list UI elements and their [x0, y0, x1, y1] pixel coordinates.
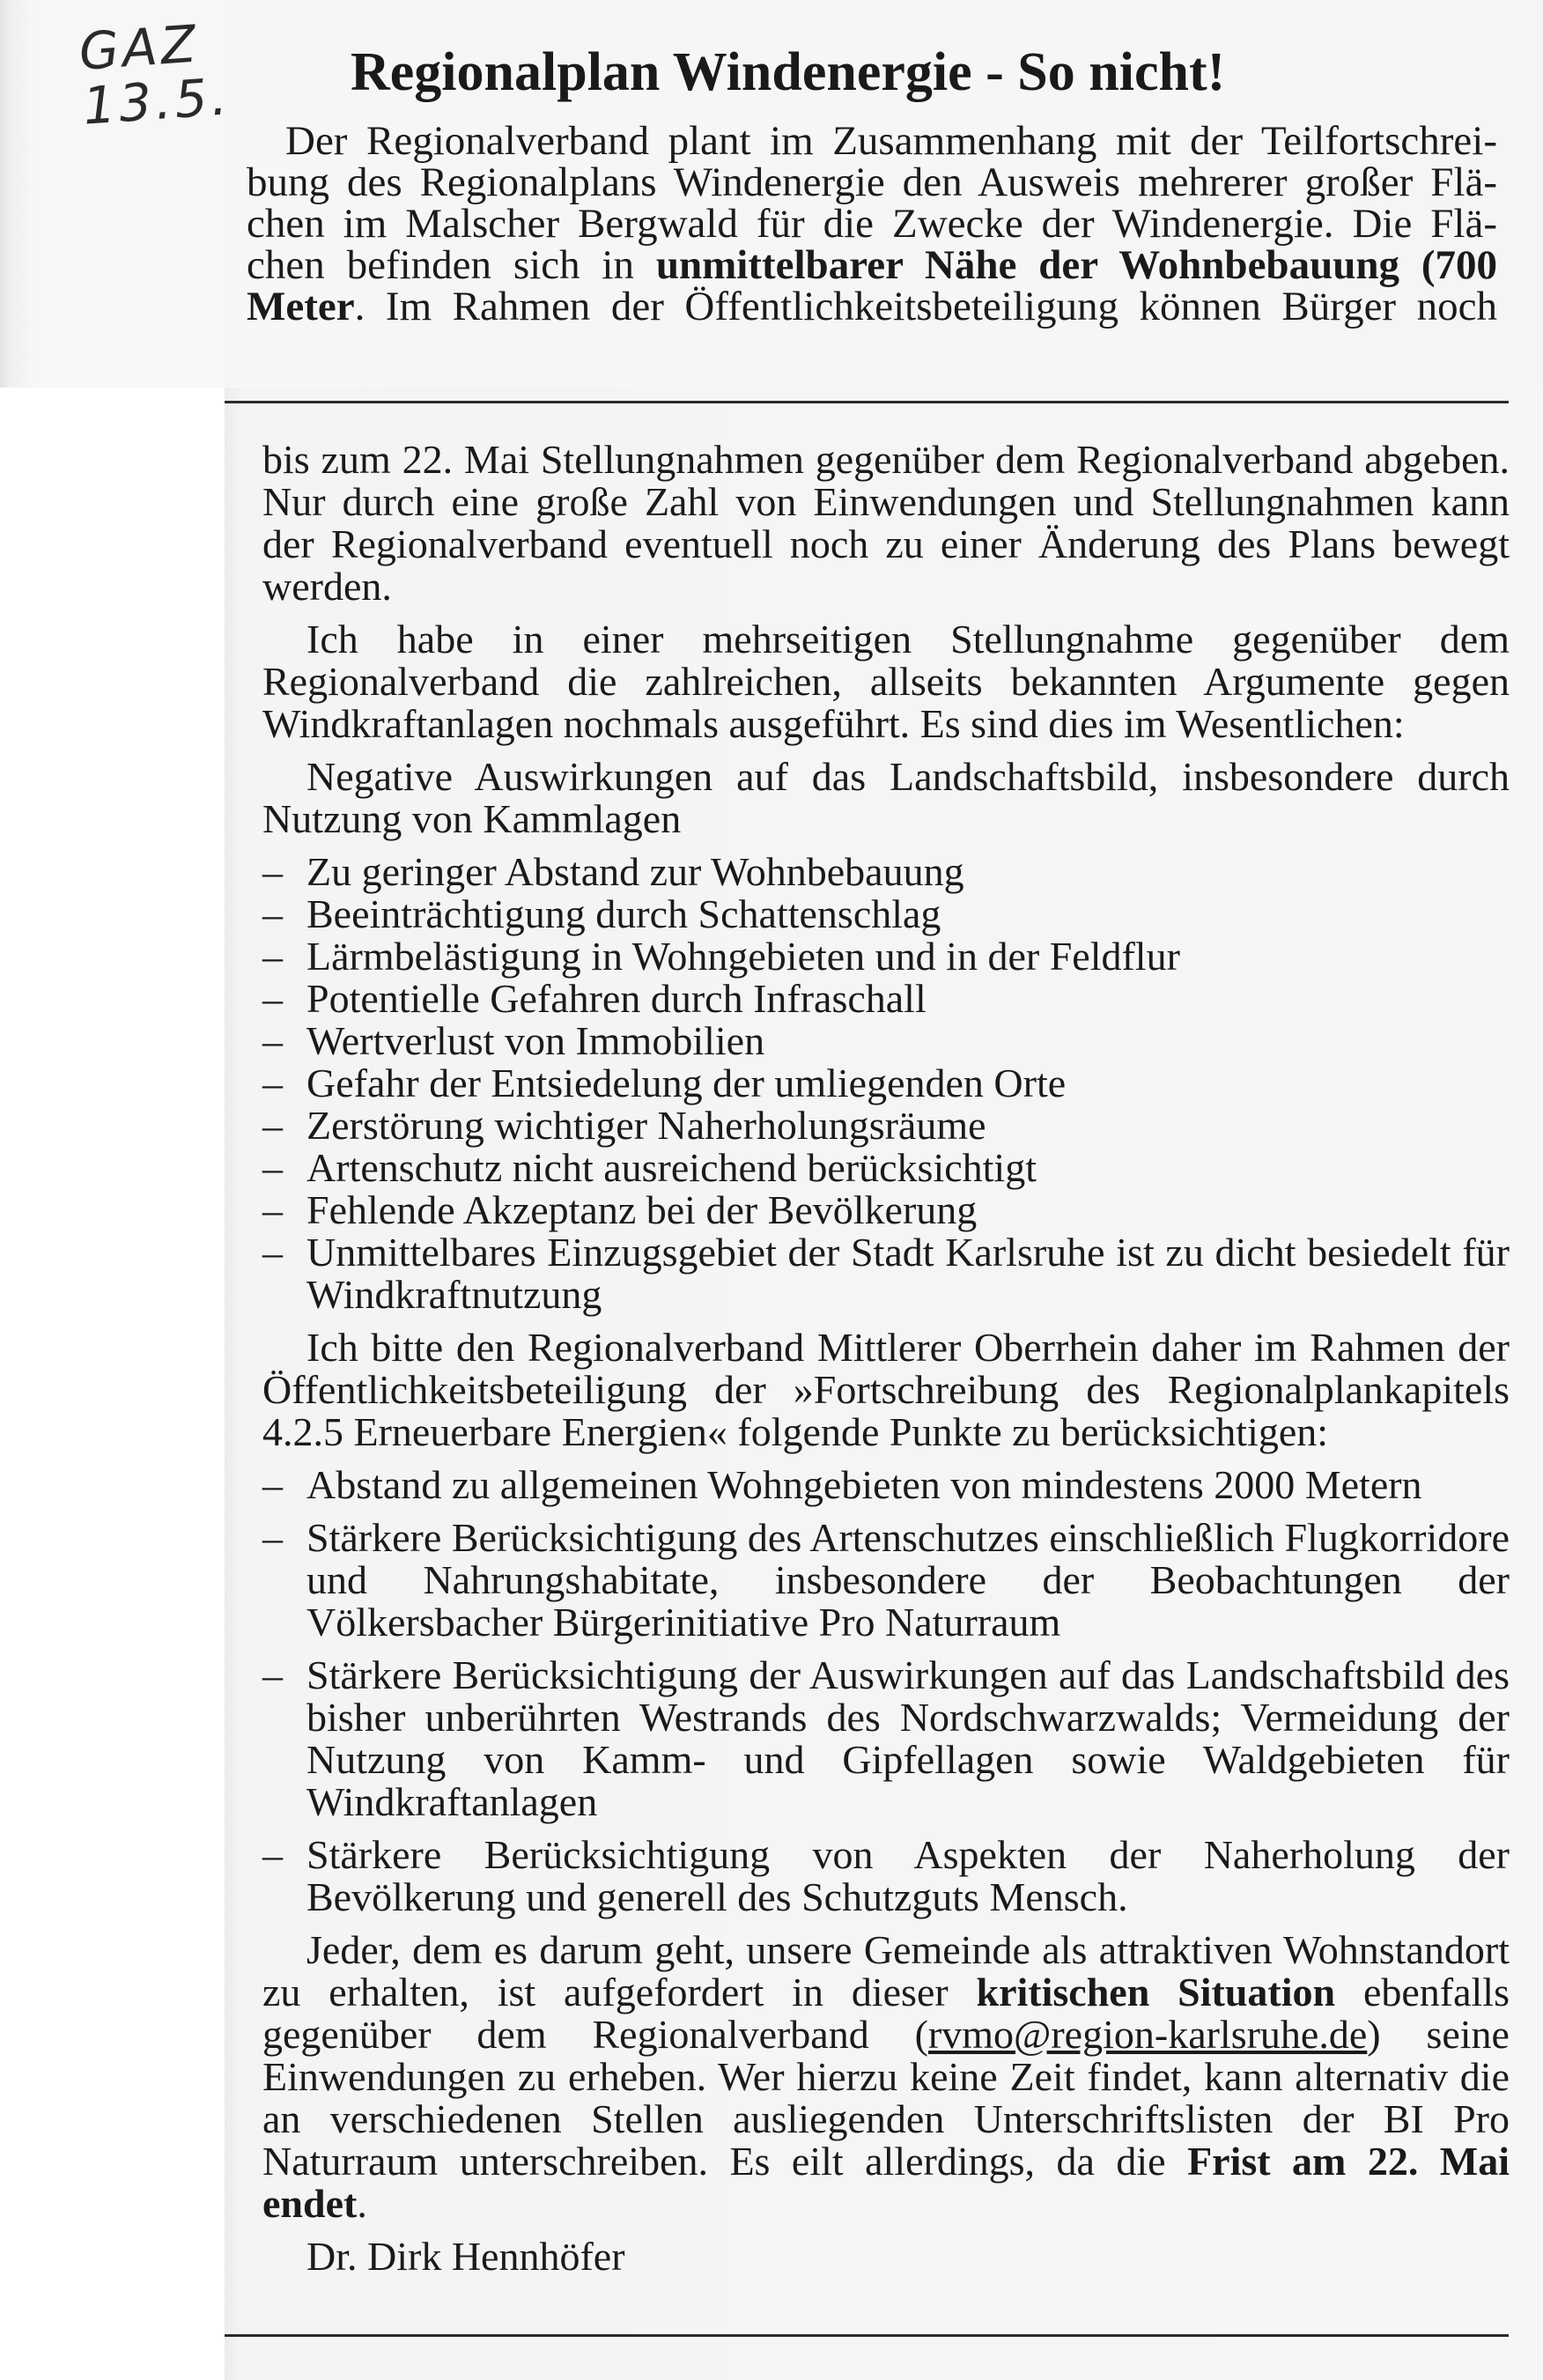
- requests-list: [262, 1464, 1510, 1918]
- intro-line: chen im Malscher Bergwald für die Zwecke der Windenergie. Die Flä-: [247, 201, 1497, 247]
- intro-line: bung des Regionalplans Windenergie den Ausweis mehrerer großer Flä-: [247, 159, 1497, 205]
- handwritten-source: GAZ: [77, 13, 202, 82]
- list-item: – Wertverlust von Immobilien: [262, 1020, 1510, 1062]
- text-run: ) seine Einwendungen zu erheben. Wer hierzu keine Zeit findet, kann alternativ die an verschiedenen Stellen ausliegenden Unterschriftslisten der BI Pro Naturraum unterschreiben. Es eilt allerdings, da die: [262, 2012, 1510, 2184]
- list-item: – Potentielle Gefahren durch Infraschall: [262, 978, 1510, 1020]
- paragraph-call-to-action: [262, 1929, 1510, 2225]
- intro-emphasis: Meter: [247, 284, 355, 329]
- list-item: – Gefahr der Entsiedelung der umliegenden Orte: [262, 1062, 1510, 1105]
- list-item: – Zu geringer Abstand zur Wohnbebauung: [262, 851, 1510, 893]
- list-item: – Fehlende Akzeptanz bei der Bevölkerung: [262, 1189, 1510, 1231]
- list-item: – Stärkere Berücksichtigung des Artenschutzes einschließlich Flugkorridore und Nahrungshabitate, insbesondere der Beobachtungen der Völkersbacher Bürgerinitiative Pro Naturraum: [262, 1517, 1510, 1644]
- handwritten-date: 13.5.: [80, 66, 233, 137]
- list-item: – Zerstörung wichtiger Naherholungsräume: [262, 1105, 1510, 1147]
- emphasis-deadline: Frist am 22. Mai endet: [262, 2139, 1510, 2226]
- text-run: Jeder, dem es darum geht, unsere Gemeinde als attraktiven Wohnstandort zu erhalten, ist aufgefordert in dieser: [262, 1927, 1510, 2014]
- list-item: – Unmittelbares Einzugsgebiet der Stadt Karlsruhe ist zu dicht besiedelt für Windkraftnutzung: [262, 1231, 1510, 1316]
- handwritten-note: [77, 13, 233, 137]
- emphasis-critical-situation: kritischen Situation: [976, 1970, 1336, 2014]
- list-item: – Beeinträchtigung durch Schattenschlag: [262, 893, 1510, 935]
- intro-text: . Im Rahmen der Öffentlichkeitsbeteiligung können Bürger noch: [354, 284, 1497, 329]
- text-run: .: [357, 2181, 367, 2226]
- list-item: – Lärmbelästigung in Wohngebieten und in der Feldflur: [262, 935, 1510, 978]
- article-intro: [247, 118, 1497, 329]
- column-divider-bottom: [225, 2334, 1509, 2337]
- email-link[interactable]: rvmo@region-karlsruhe.de: [927, 2012, 1368, 2057]
- intro-line: [247, 242, 1497, 288]
- column-divider-top: [225, 401, 1509, 403]
- arguments-list: [262, 851, 1510, 1316]
- paragraph-request: Ich bitte den Regionalverband Mittlerer Oberrhein daher im Rahmen der Öffentlichkeitsbeteiligung der »Fortschreibung des Regionalplankapitels 4.2.5 Erneuerbare Energien« folgende Punkte zu berücksichtigen:: [262, 1325, 1510, 1454]
- list-item: – Artenschutz nicht ausreichend berücksichtigt: [262, 1147, 1510, 1189]
- author-signature: Dr. Dirk Hennhöfer: [306, 2234, 625, 2279]
- intro-text: chen befinden sich in: [247, 242, 656, 288]
- paragraph-statement: Ich habe in einer mehrseitigen Stellungnahme gegenüber dem Regionalverband die zahlreichen, allseits bekannten Argumente gegen Windkraftanlagen nochmals ausgeführt. Es sind dies im Wesentlichen:: [262, 617, 1510, 746]
- list-item: – Stärkere Berücksichtigung der Auswirkungen auf das Landschaftsbild des bisher unberührten Westrands des Nordschwarzwalds; Vermeidung der Nutzung von Kamm- und Gipfellagen sowie Waldgebieten für Windkraftanlagen: [262, 1654, 1510, 1823]
- paragraph-deadline: bis zum 22. Mai Stellungnahmen gegenüber dem Regionalverband abgeben. Nur durch eine große Zahl von Einwendungen und Stellungnahmen kann der Regionalverband eventuell noch zu einer Änderung des Plans bewegt werden.: [262, 437, 1510, 609]
- text-run: ebenfalls gegenüber dem Regionalverband (: [262, 1970, 1510, 2057]
- intro-line: Der Regionalverband plant im Zusammenhang mit der Teilfortschrei-: [285, 118, 1497, 164]
- paragraph-landscape: Negative Auswirkungen auf das Landschaftsbild, insbesondere durch Nutzung von Kammlagen: [262, 754, 1510, 841]
- article-title: Regionalplan Windenergie - So nicht!: [351, 42, 1226, 102]
- article-body: [262, 439, 1510, 2278]
- intro-line: [247, 286, 1497, 328]
- list-item: – Stärkere Berücksichtigung von Aspekten der Naherholung der Bevölkerung und generell des Schutzguts Mensch.: [262, 1834, 1510, 1918]
- intro-emphasis: unmittelbarer Nähe der Wohnbebauung (700: [655, 242, 1497, 288]
- list-item: – Abstand zu allgemeinen Wohngebieten von mindestens 2000 Metern: [262, 1464, 1510, 1506]
